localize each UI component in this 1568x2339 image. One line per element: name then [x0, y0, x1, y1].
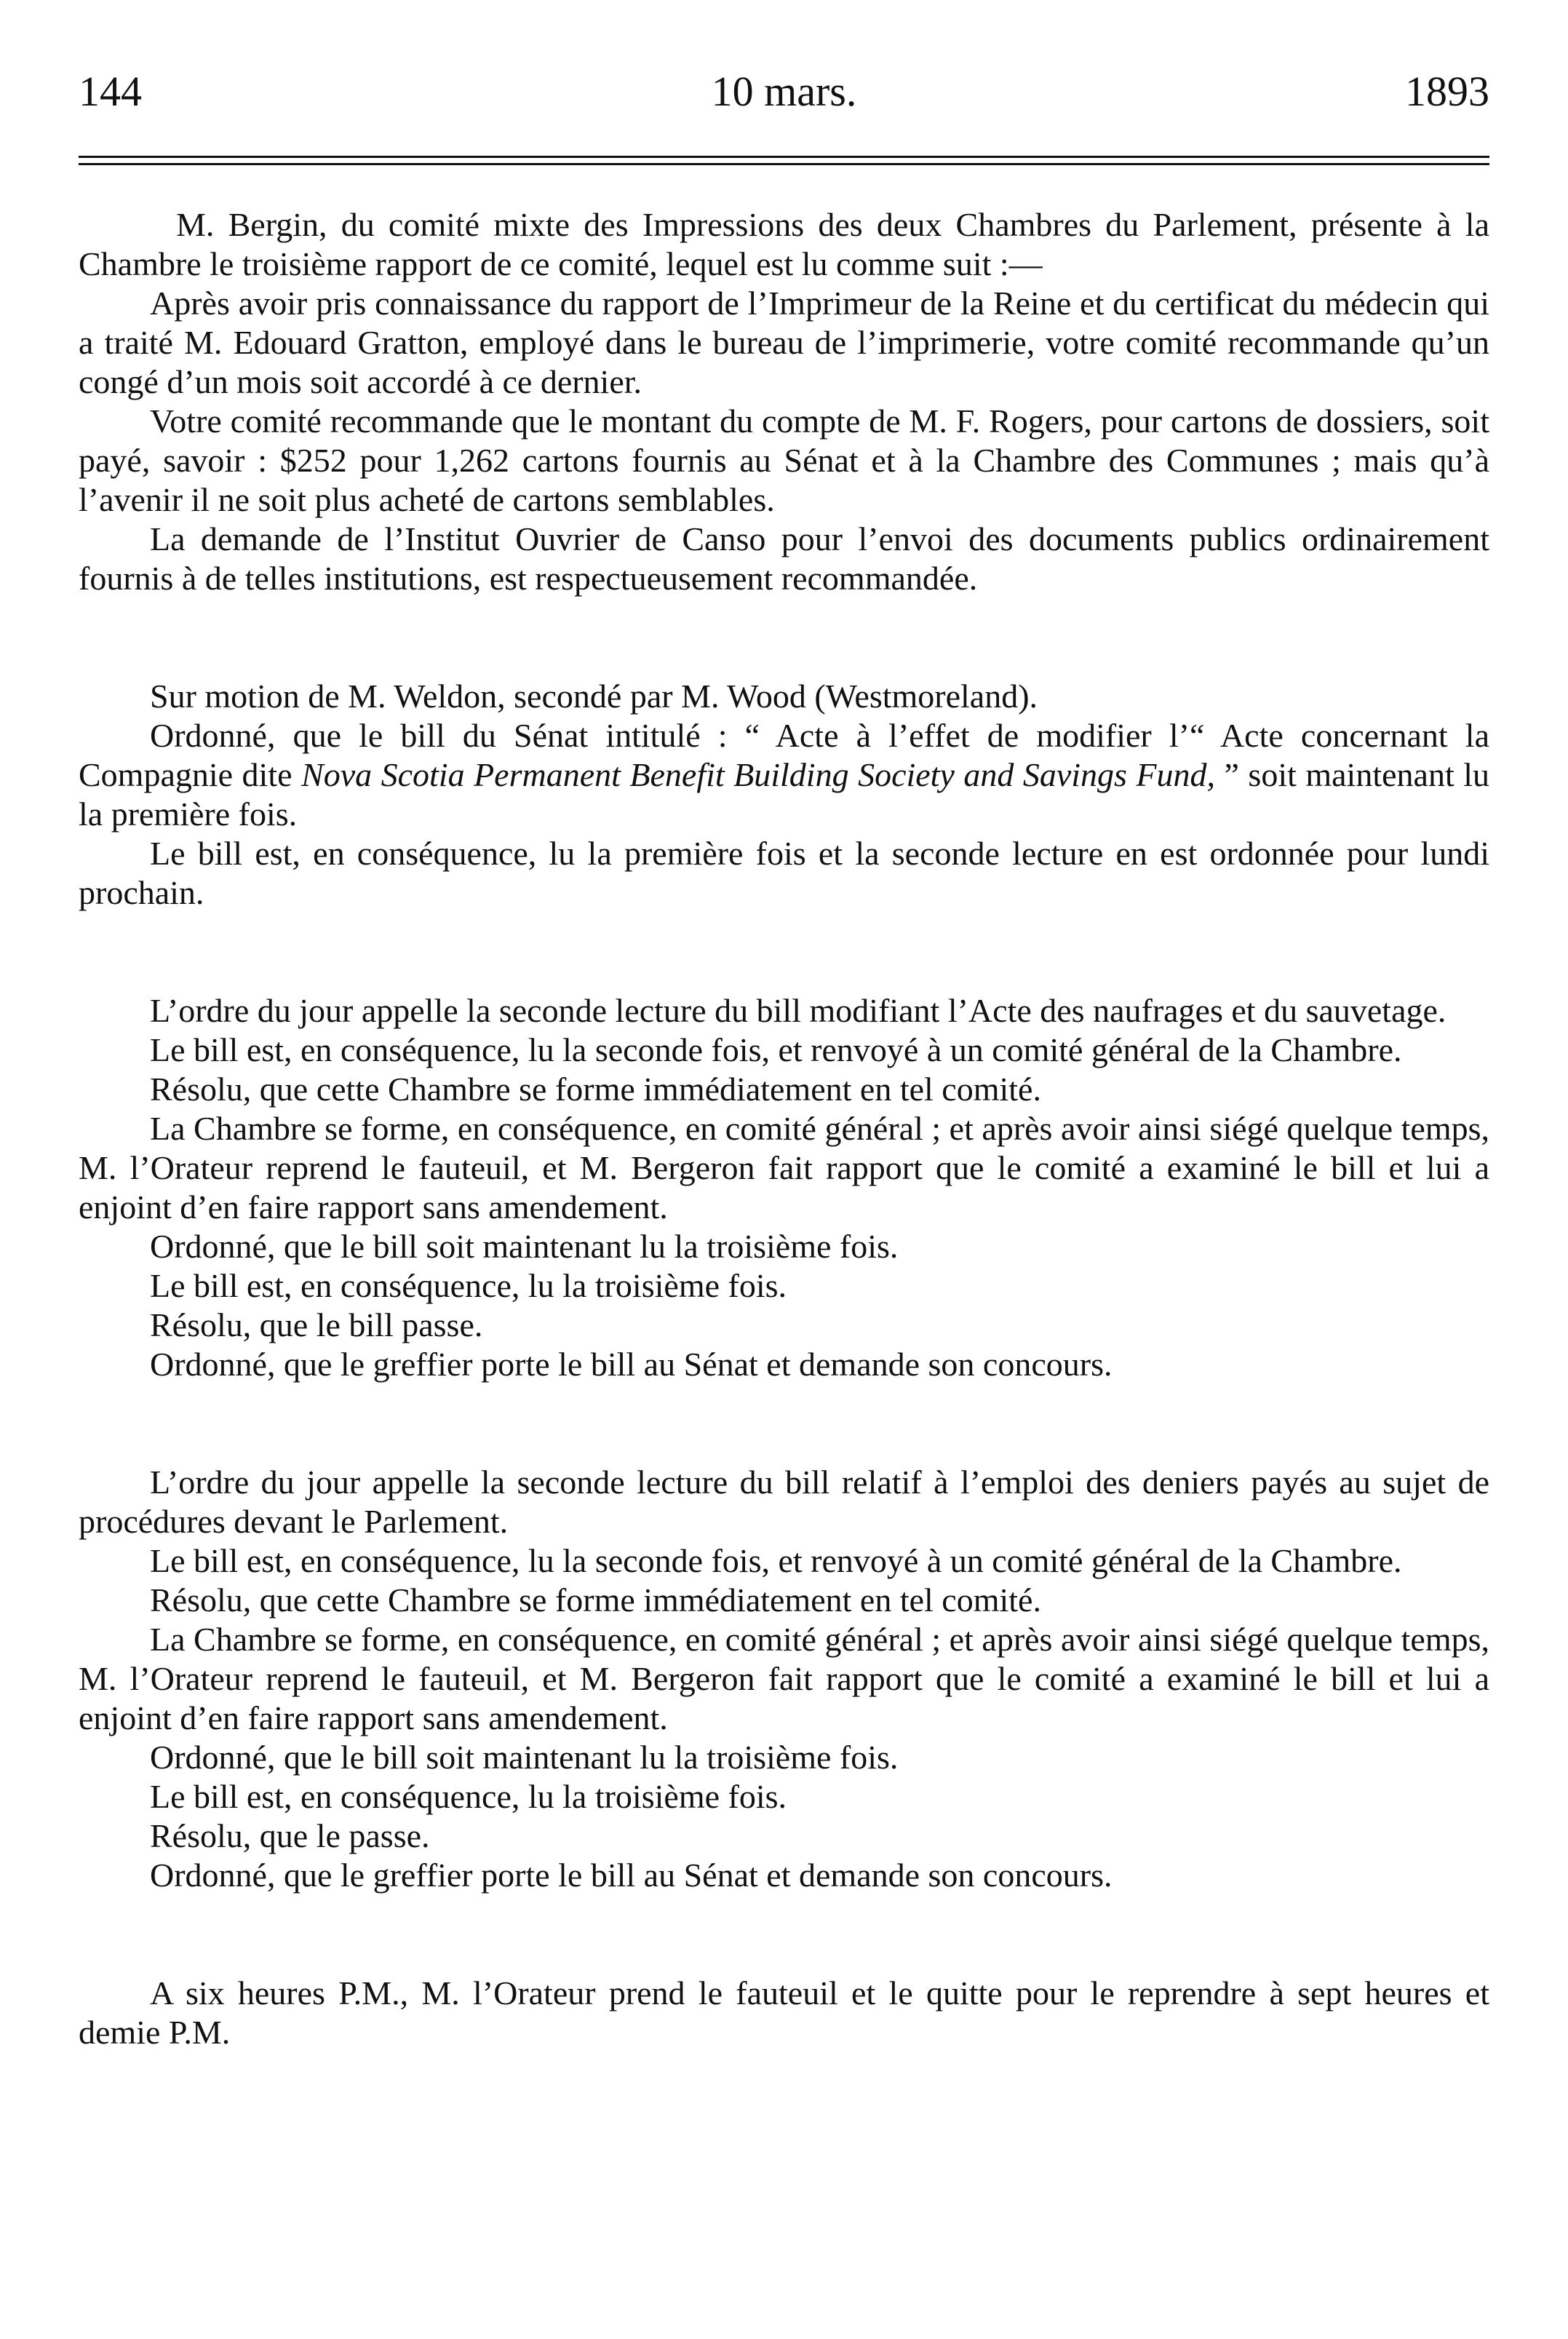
entry-senate-bill-first-reading: [79, 677, 1489, 913]
paragraph: La Chambre se forme, en conséquence, en comité général ; et après avoir ainsi siégé quelque temps, M. l’Orateur reprend le fauteuil, et M. Bergeron fait rapport que le comité a examiné le bill et lui a enjoint d’en faire rapport sans amendement.: [79, 1621, 1489, 1736]
entry-parliament-moneys-bill: [79, 1463, 1489, 1895]
paragraph: M. Bergin, du comité mixte des Impressions des deux Chambres du Parlement, présente à la Chambre le troisième rapport de ce comité, lequel est lu comme suit :—: [79, 206, 1489, 282]
page-year: 1893: [1405, 68, 1489, 115]
paragraph: Ordonné, que le greffier porte le bill au Sénat et demande son concours.: [150, 1856, 1113, 1894]
paragraph: L’ordre du jour appelle la seconde lecture du bill relatif à l’emploi des deniers payés au sujet de procédures devant le Parlement.: [79, 1464, 1489, 1540]
header-rule-bottom: [79, 163, 1489, 165]
paragraph: Sur motion de M. Weldon, secondé par M. Wood (Westmoreland).: [150, 678, 1038, 715]
entry-printing-committee-report: [79, 205, 1489, 598]
paragraph: Le bill est, en conséquence, lu la seconde fois, et renvoyé à un comité général de la Chambre.: [150, 1542, 1402, 1579]
page-header: [79, 67, 1489, 118]
paragraph: Résolu, que le passe.: [150, 1817, 430, 1854]
entry-six-pm-recess: [79, 1974, 1489, 2052]
paragraph: Le bill est, en conséquence, lu la seconde fois, et renvoyé à un comité général de la Chambre.: [150, 1031, 1402, 1068]
page-date: 10 mars.: [711, 68, 857, 115]
paragraph: Le bill est, en conséquence, lu la troisième fois.: [150, 1778, 787, 1815]
paragraph: Après avoir pris connaissance du rapport de l’Imprimeur de la Reine et du certificat du médecin qui a traité M. Edouard Gratton, employé dans le bureau de l’imprimerie, votre comité recommande qu’un congé d’un mois soit accordé à ce dernier.: [79, 285, 1489, 400]
paragraph: L’ordre du jour appelle la seconde lecture du bill modifiant l’Acte des naufrages et du sauvetage.: [150, 992, 1446, 1029]
paragraph: Ordonné, que le bill soit maintenant lu la troisième fois.: [150, 1739, 899, 1776]
page-number: 144: [79, 68, 142, 115]
journal-body: [79, 205, 1489, 2052]
paragraph: Le bill est, en conséquence, lu la troisième fois.: [150, 1267, 787, 1304]
paragraph: Votre comité recommande que le montant du compte de M. F. Rogers, pour cartons de dossiers, soit payé, savoir : $252 pour 1,262 cartons fournis au Sénat et à la Chambre des Communes ; mais qu’à l’avenir il ne soit plus acheté de cartons semblables.: [79, 402, 1489, 518]
paragraph: Résolu, que cette Chambre se forme immédiatement en tel comité.: [150, 1071, 1041, 1108]
society-name: Nova Scotia Permanent Benefit Building Society and Savings Fund,: [301, 756, 1216, 793]
text-run: Ordonné, que le bill du Sénat intitulé : “ Acte à l’effet de modifier l’“ Acte concernant la Compagnie dite: [79, 717, 1489, 793]
paragraph: Résolu, que le bill passe.: [150, 1306, 483, 1343]
paragraph: [79, 716, 1489, 834]
text-run: ” soit maintenant lu la première fois.: [79, 756, 1489, 833]
paragraph: Ordonné, que le bill soit maintenant lu la troisième fois.: [150, 1228, 899, 1265]
paragraph: La Chambre se forme, en conséquence, en comité général ; et après avoir ainsi siégé quelque temps, M. l’Orateur reprend le fauteuil, et M. Bergeron fait rapport que le comité a examiné le bill et lui a enjoint d’en faire rapport sans amendement.: [79, 1110, 1489, 1226]
paragraph: Résolu, que cette Chambre se forme immédiatement en tel comité.: [150, 1581, 1041, 1619]
entry-wrecking-salvage-bill: [79, 991, 1489, 1384]
paragraph: La demande de l’Institut Ouvrier de Canso pour l’envoi des documents publics ordinairement fournis à de telles institutions, est respectueusement recommandée.: [79, 520, 1489, 597]
paragraph: Le bill est, en conséquence, lu la première fois et la seconde lecture en est ordonnée pour lundi prochain.: [79, 835, 1489, 911]
header-rule-top: [79, 156, 1489, 158]
paragraph: A six heures P.M., M. l’Orateur prend le fauteuil et le quitte pour le reprendre à sept heures et demie P.M.: [79, 1974, 1489, 2051]
paragraph: Ordonné, que le greffier porte le bill au Sénat et demande son concours.: [150, 1346, 1113, 1383]
